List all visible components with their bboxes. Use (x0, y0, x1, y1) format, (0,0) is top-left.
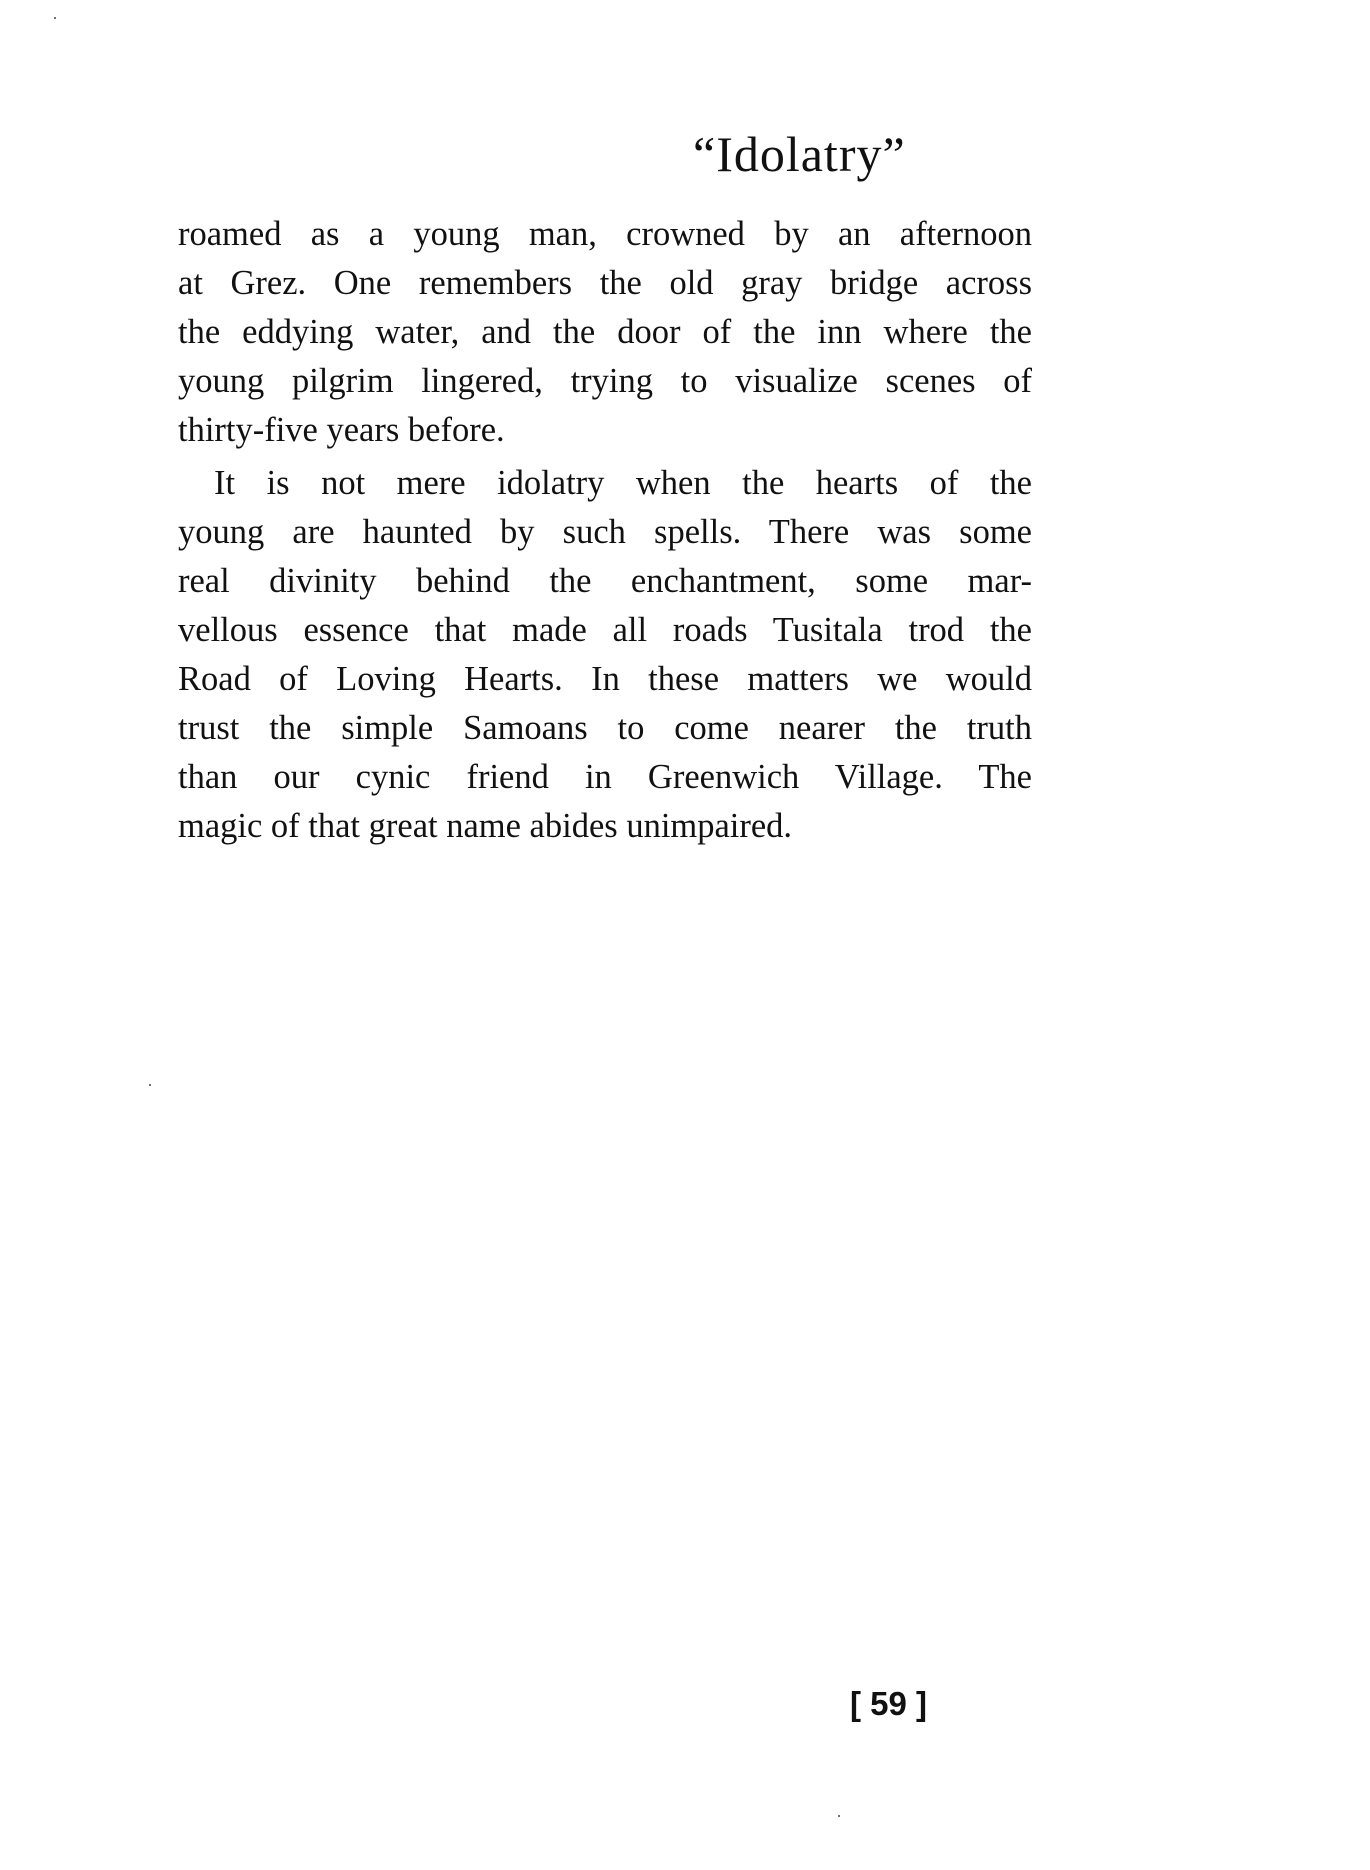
text-line: roamed as a young man, crowned by an afternoon (178, 215, 1032, 253)
text-line: thirty-five years before. (178, 411, 505, 449)
scan-speck (838, 1815, 840, 1817)
text-line: It is not mere idolatry when the hearts of the (214, 464, 1032, 502)
scan-speck (149, 1084, 151, 1086)
paragraph-2 (178, 459, 1032, 851)
text-line: young pilgrim lingered, trying to visualize scenes of (178, 362, 1032, 400)
running-title: “Idolatry” (693, 126, 906, 182)
page-number: [ 59 ] (850, 1685, 928, 1722)
text-line: real divinity behind the enchantment, some mar- (178, 562, 1032, 600)
scan-speck (54, 17, 56, 19)
text-line: young are haunted by such spells. There was some (178, 513, 1032, 551)
paragraph-1 (178, 210, 1032, 455)
text-line: Road of Loving Hearts. In these matters we would (178, 660, 1032, 698)
text-line: at Grez. One remembers the old gray bridge across (178, 264, 1032, 302)
text-line: trust the simple Samoans to come nearer the truth (178, 709, 1032, 747)
text-line: magic of that great name abides unimpaired. (178, 807, 793, 845)
text-line: the eddying water, and the door of the inn where the (178, 313, 1032, 351)
text-line: vellous essence that made all roads Tusitala trod the (178, 611, 1032, 649)
body-text (178, 210, 1032, 851)
text-line: than our cynic friend in Greenwich Village. The (178, 758, 1032, 796)
